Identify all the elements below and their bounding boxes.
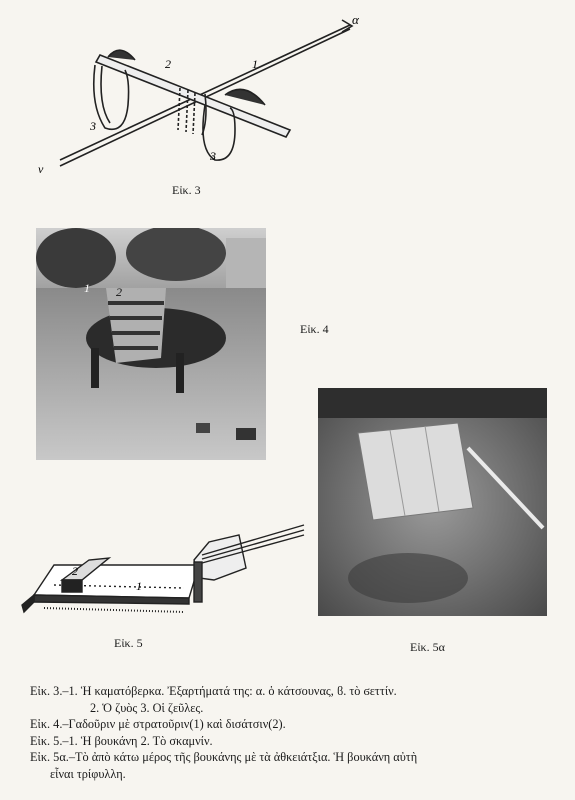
caption-fig3-line2: 2. Ὁ ζυὸς 3. Οἱ ζεῦλες. bbox=[90, 700, 204, 715]
fig4-mark-1: 1 bbox=[84, 281, 90, 295]
caption-fig4: Εἰκ. 4.–Γαδοῦριν μὲ στρατοῦριν(1) καὶ δισάτσιν(2). bbox=[30, 717, 286, 731]
figure-3-yoke-drawing bbox=[30, 10, 370, 180]
fig5-mark-2: 2 bbox=[72, 564, 78, 578]
fig4-label: Εἰκ. 4 bbox=[300, 322, 329, 336]
figure-5a-photo bbox=[318, 388, 547, 616]
figure-5-threshing-board-drawing bbox=[14, 520, 314, 620]
caption-fig5a-line2: εἶναι τρίφυλλη. bbox=[50, 766, 126, 781]
fig3-mark-2: 2 bbox=[165, 57, 171, 71]
fig5-mark-1: 1 bbox=[136, 579, 142, 593]
fig3-mark-v: ν bbox=[38, 162, 44, 176]
caption-block bbox=[30, 683, 550, 782]
fig3-mark-1: 1 bbox=[252, 57, 258, 71]
fig3-mark-3-left: 3 bbox=[90, 119, 96, 133]
caption-fig5: Εἰκ. 5.–1. Ἡ βουκάνη 2. Τὸ σκαμνίν. bbox=[30, 733, 213, 748]
caption-fig3-line1: Εἰκ. 3.–1. Ἡ καματόβερκα. Ἐξαρτήματά της: α. ὁ κάτσουνας, ϐ. τὸ ϭεττίν. bbox=[30, 684, 397, 698]
fig5-label: Εἰκ. 5 bbox=[114, 636, 143, 650]
figure-4-photo bbox=[36, 228, 266, 460]
fig4-mark-2: 2 bbox=[116, 285, 122, 299]
fig3-label: Εἰκ. 3 bbox=[172, 183, 201, 197]
fig3-mark-3-right: 3 bbox=[210, 149, 216, 163]
fig3-mark-a: α bbox=[352, 12, 359, 27]
fig5a-label: Εἰκ. 5α bbox=[410, 640, 445, 654]
caption-fig5a-line1: Εἰκ. 5α.–Τὸ ἀπὸ κάτω μέρος τῆς βουκάνης μὲ τὰ ἀθκειάτξια. Ἡ βουκάνη αὐτὴ bbox=[30, 750, 418, 764]
